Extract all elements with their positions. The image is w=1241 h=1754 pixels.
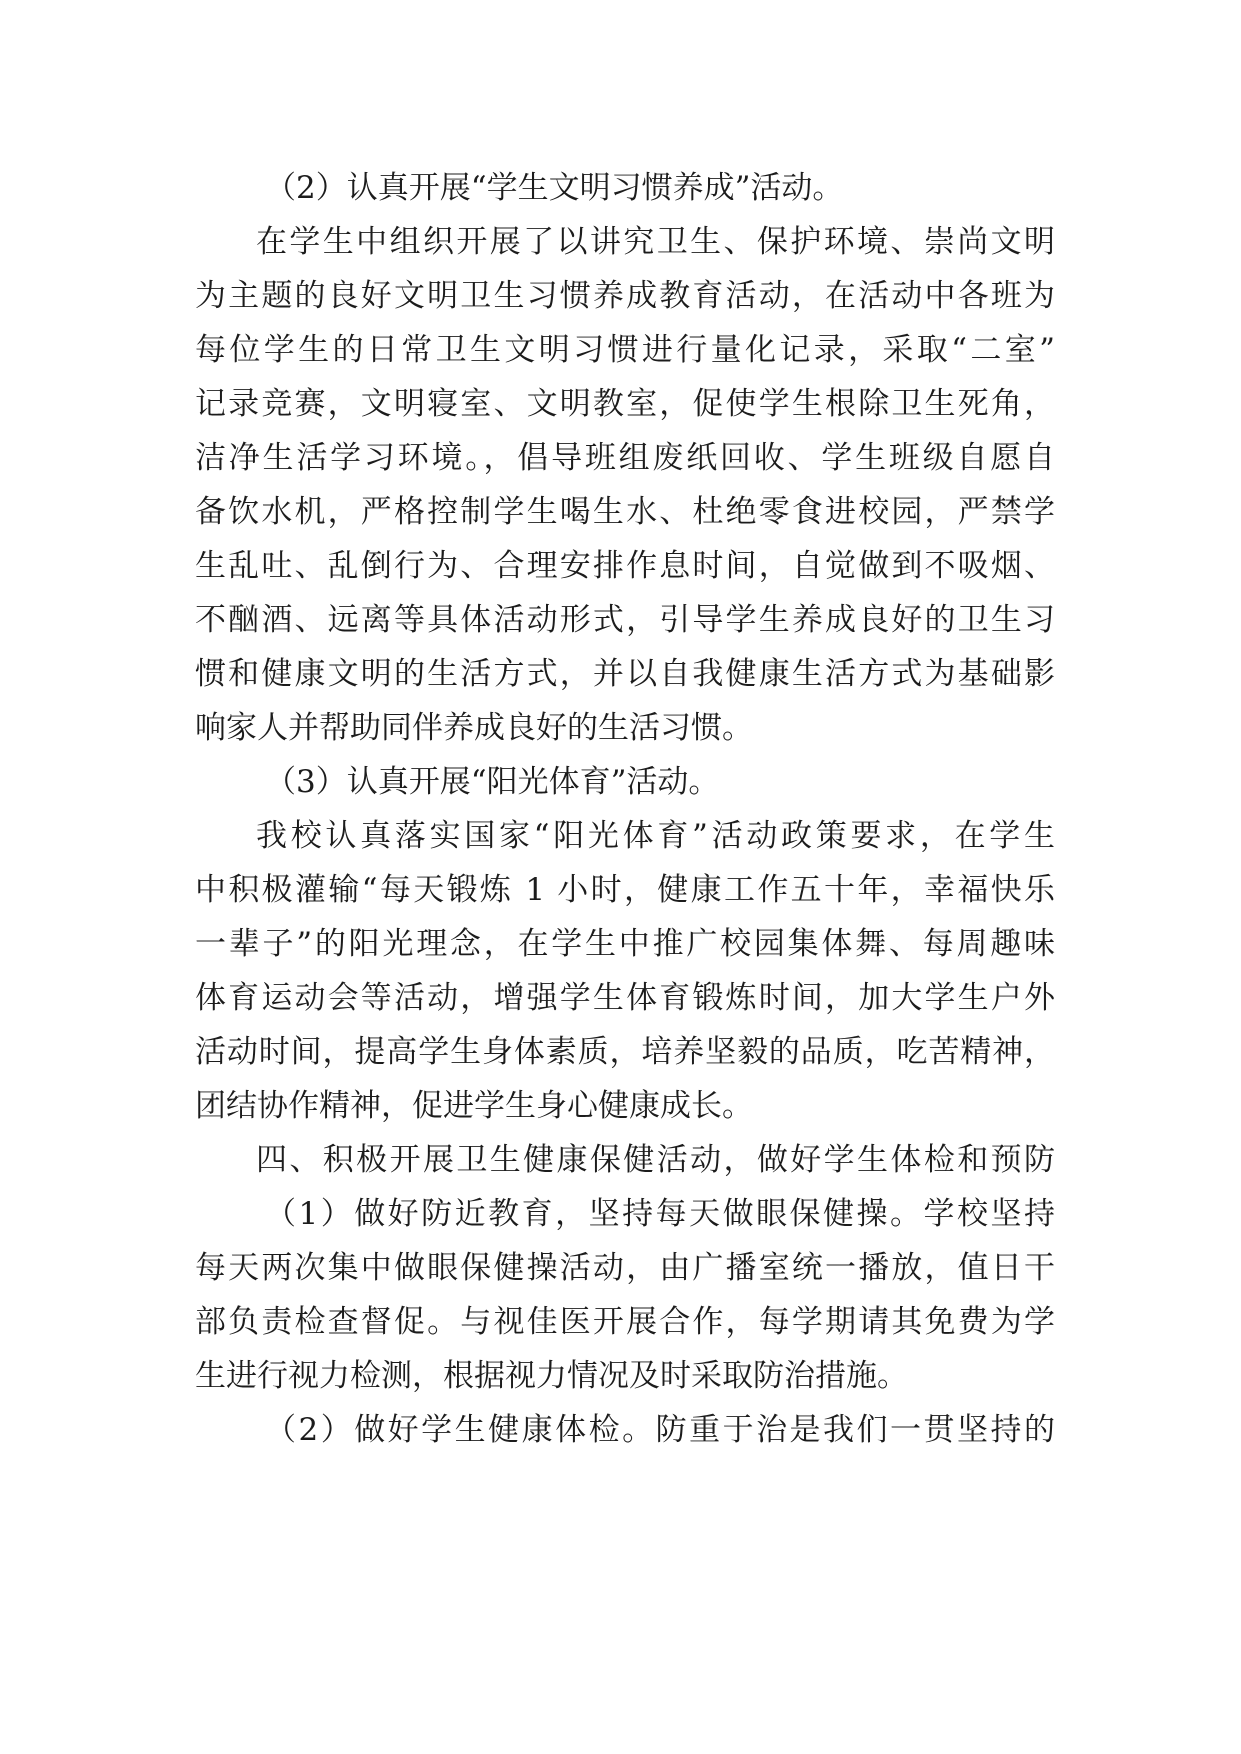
subheading-line: （2）认真开展“学生文明习惯养成”活动。 <box>265 170 844 206</box>
paragraph-line: 团结协作精神，促进学生身心健康成长。 <box>195 1088 753 1124</box>
paragraph-line: 生乱吐、乱倒行为、合理安排作息时间，自觉做到不吸烟、 <box>195 548 1055 584</box>
paragraph-line: 响家人并帮助同伴养成良好的生活习惯。 <box>195 710 753 746</box>
paragraph-line: 不酗酒、远离等具体活动形式，引导学生养成良好的卫生习 <box>195 602 1055 638</box>
subheading-line: （3）认真开展“阳光体育”活动。 <box>265 764 720 800</box>
paragraph-line: 记录竞赛，文明寝室、文明教室，促使学生根除卫生死角， <box>195 386 1055 422</box>
section-heading: 四、积极开展卫生健康保健活动，做好学生体检和预防 <box>256 1142 1055 1178</box>
paragraph-line: 活动时间，提高学生身体素质，培养坚毅的品质，吃苦精神， <box>195 1034 1055 1070</box>
paragraph-line: 中积极灌输“每天锻炼 1 小时，健康工作五十年，幸福快乐 <box>195 872 1055 908</box>
paragraph-line: （2）做好学生健康体检。防重于治是我们一贯坚持的 <box>265 1412 1055 1448</box>
paragraph-line: 洁净生活学习环境。，倡导班组废纸回收、学生班级自愿自 <box>195 440 1055 476</box>
paragraph-line: 为主题的良好文明卫生习惯养成教育活动，在活动中各班为 <box>195 278 1055 314</box>
paragraph-line: 备饮水机，严格控制学生喝生水、杜绝零食进校园，严禁学 <box>195 494 1055 530</box>
paragraph-line: 在学生中组织开展了以讲究卫生、保护环境、崇尚文明 <box>256 224 1055 260</box>
paragraph-line: （1）做好防近教育，坚持每天做眼保健操。学校坚持 <box>265 1196 1055 1232</box>
paragraph-line: 我校认真落实国家“阳光体育”活动政策要求，在学生 <box>256 818 1055 854</box>
paragraph-line: 一辈子”的阳光理念，在学生中推广校园集体舞、每周趣味 <box>195 926 1055 962</box>
paragraph-line: 体育运动会等活动，增强学生体育锻炼时间，加大学生户外 <box>195 980 1055 1016</box>
paragraph-line: 惯和健康文明的生活方式，并以自我健康生活方式为基础影 <box>195 656 1055 692</box>
paragraph-line: 每天两次集中做眼保健操活动，由广播室统一播放，值日干 <box>195 1250 1055 1286</box>
paragraph-line: 部负责检查督促。与视佳医开展合作，每学期请其免费为学 <box>195 1304 1055 1340</box>
paragraph-line: 每位学生的日常卫生文明习惯进行量化记录，采取“二室” <box>195 332 1055 368</box>
paragraph-line: 生进行视力检测，根据视力情况及时采取防治措施。 <box>195 1358 908 1394</box>
